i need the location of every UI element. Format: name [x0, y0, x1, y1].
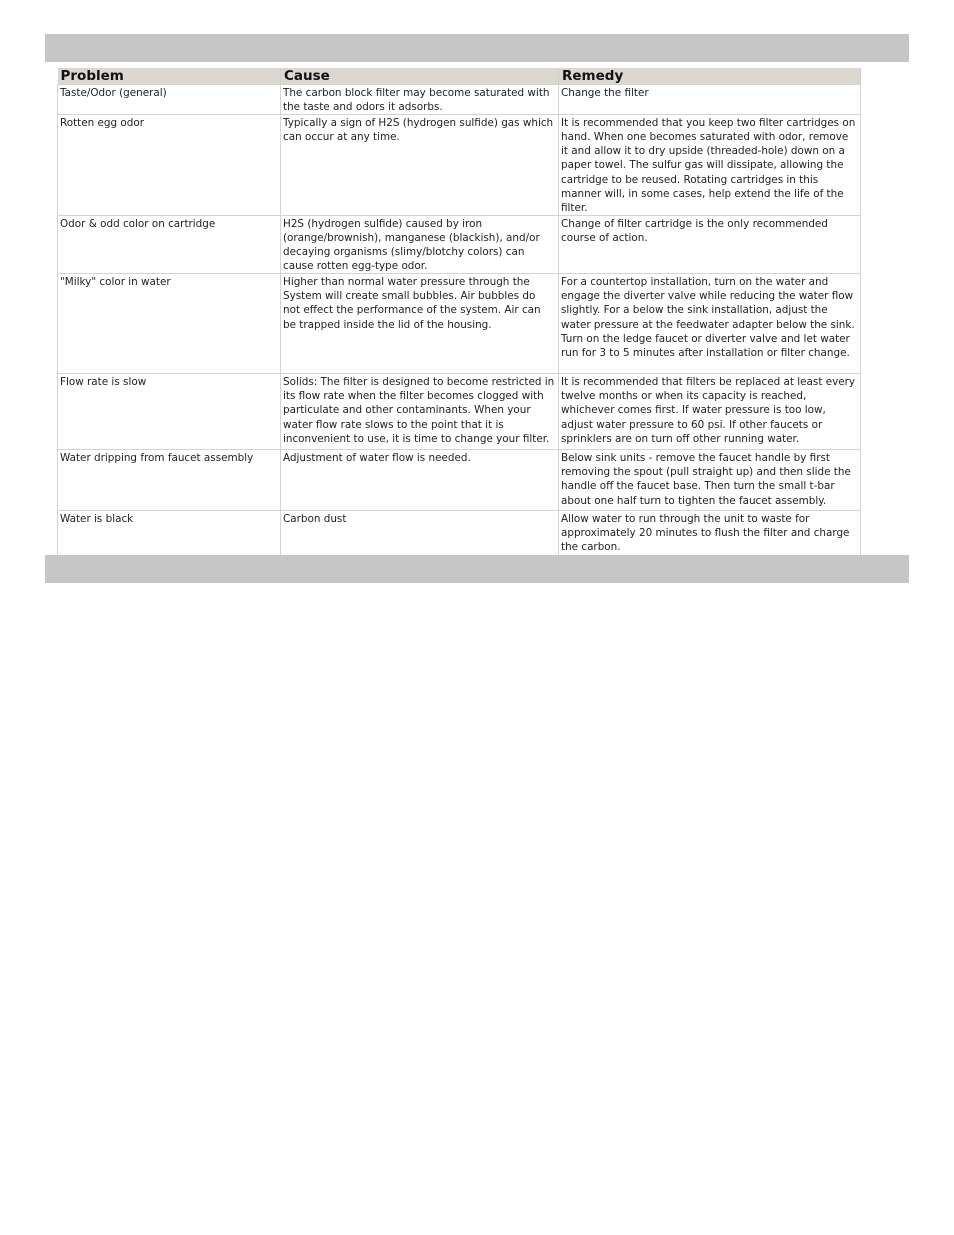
remedy-cell: Allow water to run through the unit to waste for approximately 20 minutes to flush the filter and charge the carbon. — [559, 511, 861, 555]
problem-cell: Water dripping from faucet assembly — [58, 450, 281, 511]
cause-cell: Carbon dust — [281, 511, 559, 555]
table-row — [58, 511, 861, 555]
problem-cell: Rotten egg odor — [58, 115, 281, 216]
cause-cell: Adjustment of water flow is needed. — [281, 450, 559, 511]
table-row — [58, 274, 861, 374]
remedy-cell: For a countertop installation, turn on the water and engage the diverter valve while reducing the water flow slightly. For a below the sink installation, adjust the water pressure at the feedwater adapter below the sink. Turn on the ledge faucet or diverter valve and let water run for 3 to 5 minutes after installation or filter change. — [559, 274, 861, 374]
column-header-remedy: Remedy — [559, 68, 861, 85]
troubleshooting-table — [57, 68, 861, 556]
remedy-cell: Below sink units - remove the faucet handle by first removing the spout (pull straight up) and then slide the handle off the faucet base. Then turn the small t-bar about one half turn to tighten the faucet assembly. — [559, 450, 861, 511]
problem-cell: "Milky" color in water — [58, 274, 281, 374]
cause-cell: Solids: The filter is designed to become restricted in its flow rate when the filter becomes clogged with particulate and other contaminants. When your water flow rate slows to the point that it is inconvenient to use, it is time to change your filter. — [281, 374, 559, 450]
column-header-problem: Problem — [58, 68, 281, 85]
cause-cell: Typically a sign of H2S (hydrogen sulfide) gas which can occur at any time. — [281, 115, 559, 216]
footer-band — [45, 555, 909, 583]
table-row — [58, 85, 861, 115]
table-row — [58, 215, 861, 273]
remedy-cell: It is recommended that filters be replaced at least every twelve months or when its capacity is reached, whichever comes first. If water pressure is too low, adjust water pressure to 60 psi. If other faucets or sprinklers are on turn off other running water. — [559, 374, 861, 450]
table-header-row — [58, 68, 861, 85]
cause-cell: H2S (hydrogen sulfide) caused by iron (orange/brownish), manganese (blackish), and/or decaying organisms (slimy/blotchy colors) can cause rotten egg-type odor. — [281, 215, 559, 273]
column-header-cause: Cause — [281, 68, 559, 85]
header-band — [45, 34, 909, 62]
remedy-cell: Change the filter — [559, 85, 861, 115]
problem-cell: Water is black — [58, 511, 281, 555]
problem-cell: Odor & odd color on cartridge — [58, 215, 281, 273]
problem-cell: Taste/Odor (general) — [58, 85, 281, 115]
table-row — [58, 374, 861, 450]
cause-cell: Higher than normal water pressure through the System will create small bubbles. Air bubbles do not effect the performance of the system. Air can be trapped inside the lid of the housing. — [281, 274, 559, 374]
remedy-cell: Change of filter cartridge is the only recommended course of action. — [559, 215, 861, 273]
table-row — [58, 115, 861, 216]
remedy-cell: It is recommended that you keep two filter cartridges on hand. When one becomes saturated with odor, remove it and allow it to dry upside (threaded-hole) down on a paper towel. The sulfur gas will dissipate, allowing the cartridge to be reused. Rotating cartridges in this manner will, in some cases, help extend the life of the filter. — [559, 115, 861, 216]
problem-cell: Flow rate is slow — [58, 374, 281, 450]
table-row — [58, 450, 861, 511]
cause-cell: The carbon block filter may become saturated with the taste and odors it adsorbs. — [281, 85, 559, 115]
